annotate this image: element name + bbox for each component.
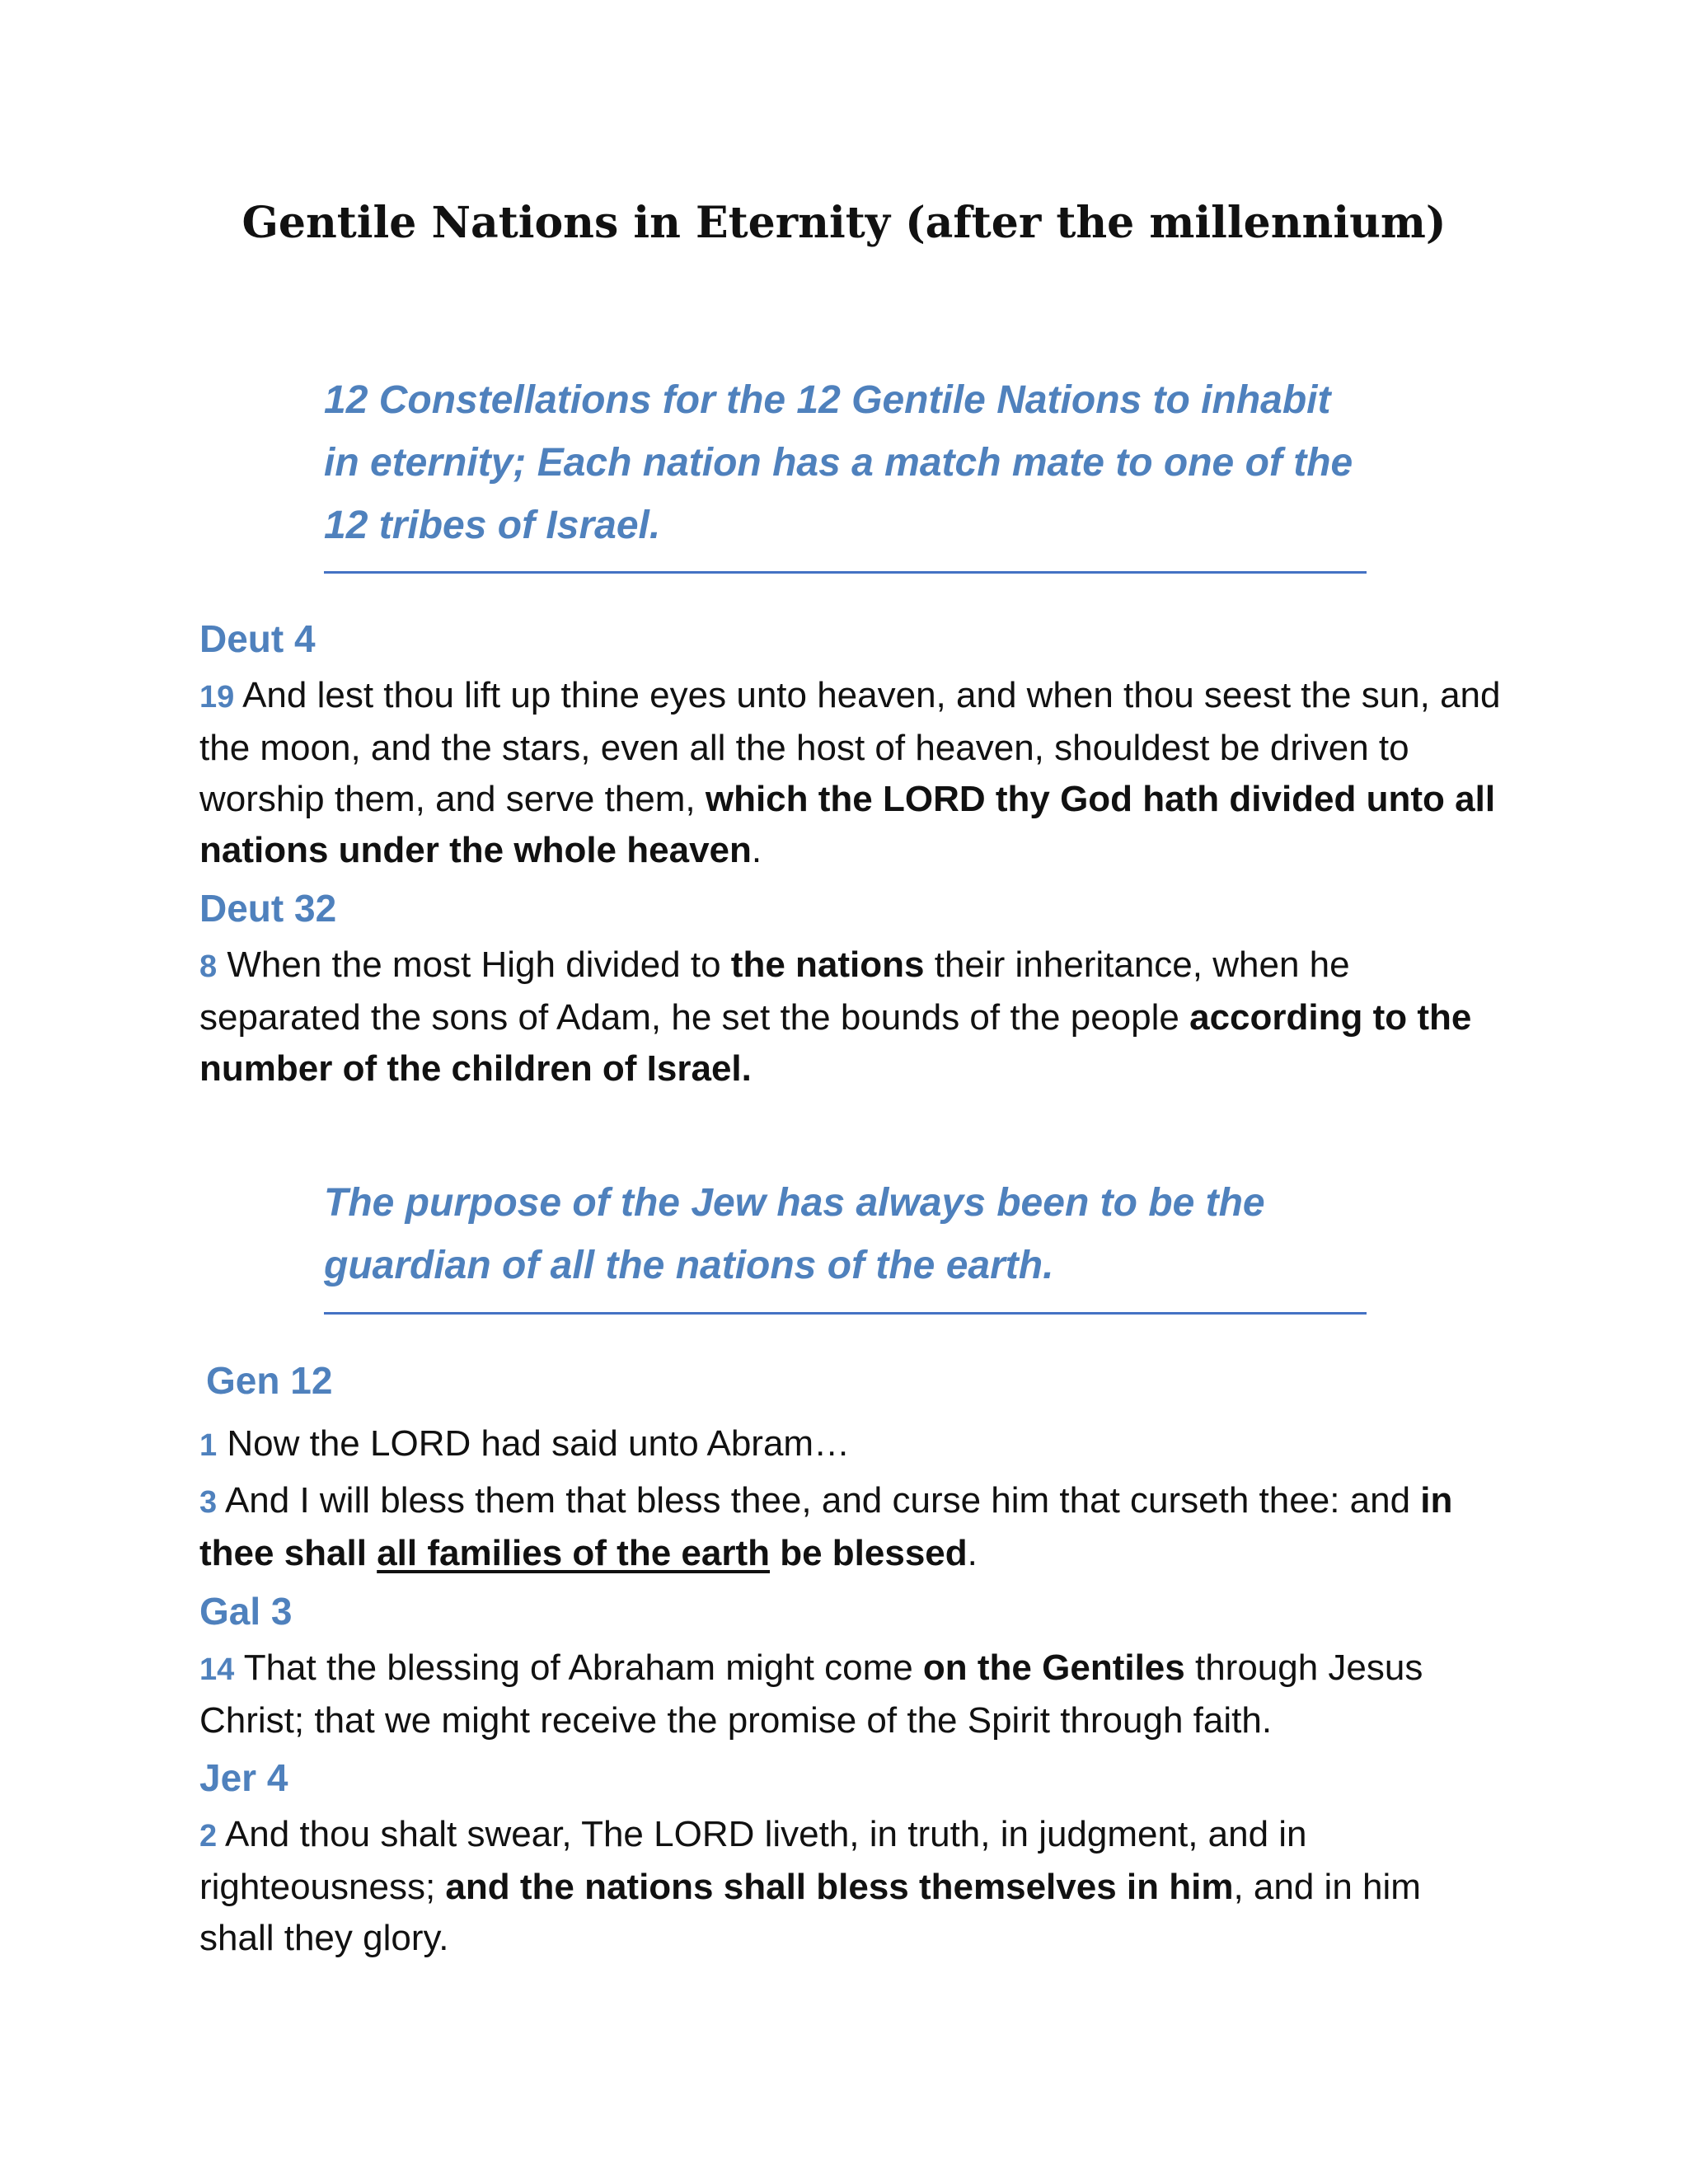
verse-number: 2	[199, 1819, 218, 1854]
callout-constellations	[324, 369, 1367, 574]
verse-number: 3	[199, 1485, 218, 1520]
verse-gen-12-3	[199, 1475, 1502, 1579]
verse-text-end: .	[967, 1533, 978, 1573]
verse-emphasis-underlined: all families of the earth	[377, 1533, 770, 1573]
verse-text-end: through Jesus Christ; that we might receive the promise of the Spirit through faith.	[199, 1647, 1423, 1741]
callout-text: 12 Constellations for the 12 Gentile Nations to inhabit in eternity; Each nation has a match mate to one of the 12 tribes of Israel.	[324, 378, 1353, 547]
verse-jer-4-2	[199, 1809, 1502, 1964]
reference-heading-gen-12: Gen 12	[206, 1359, 333, 1402]
verse-number: 8	[199, 949, 218, 984]
verse-deut-4-19	[199, 670, 1502, 876]
verse-text: Now the LORD had said unto Abram…	[217, 1423, 851, 1464]
verse-gal-3-14	[199, 1643, 1502, 1746]
verse-text-middle: their inheritance, when he separated the sons of Adam, he set the bounds of the people	[199, 944, 1350, 1038]
callout-text: The purpose of the Jew has always been to be the guardian of all the nations of the earth.	[324, 1181, 1265, 1287]
reference-heading-deut-32: Deut 32	[199, 887, 337, 930]
verse-emphasis: in thee shall	[199, 1480, 1453, 1573]
callout-purpose-of-the-jew	[324, 1172, 1367, 1315]
verse-text: And thou shalt swear, The LORD liveth, in truth, in judgment, and in righteousness;	[199, 1814, 1307, 1907]
verse-number: 1	[199, 1428, 218, 1463]
verse-emphasis-end: be blessed	[770, 1533, 968, 1573]
verse-text-end: .	[751, 830, 762, 870]
verse-deut-32-8	[199, 940, 1502, 1094]
verse-emphasis: on the Gentiles	[922, 1647, 1185, 1688]
reference-heading-deut-4: Deut 4	[199, 617, 316, 660]
document-title: Gentile Nations in Eternity (after the millennium)	[241, 198, 1447, 248]
reference-heading-gal-3: Gal 3	[199, 1590, 293, 1633]
verse-text: And lest thou lift up thine eyes unto heaven, and when thou seest the sun, and the moon, and the stars, even all the host of heaven, shouldest be driven to worship them, and serve them,	[199, 675, 1501, 819]
verse-text: And I will bless them that bless thee, and curse him that curseth thee: and	[217, 1480, 1421, 1521]
verse-text: That the blessing of Abraham might come	[234, 1647, 923, 1688]
verse-text: When the most High divided to	[217, 944, 731, 985]
verse-text-end: , and in him shall they glory.	[199, 1867, 1421, 1958]
verse-number: 19	[199, 680, 235, 715]
verse-emphasis: the nations	[730, 944, 925, 985]
verse-emphasis: which the LORD thy God hath divided unto all nations under the whole heaven	[199, 779, 1496, 870]
verse-gen-12-1	[199, 1418, 1502, 1471]
verse-emphasis-end: according to the number of the children of Israel.	[199, 997, 1472, 1089]
verse-emphasis: and the nations shall bless themselves in him	[445, 1867, 1234, 1907]
verse-number: 14	[199, 1652, 235, 1687]
reference-heading-jer-4: Jer 4	[199, 1756, 288, 1799]
